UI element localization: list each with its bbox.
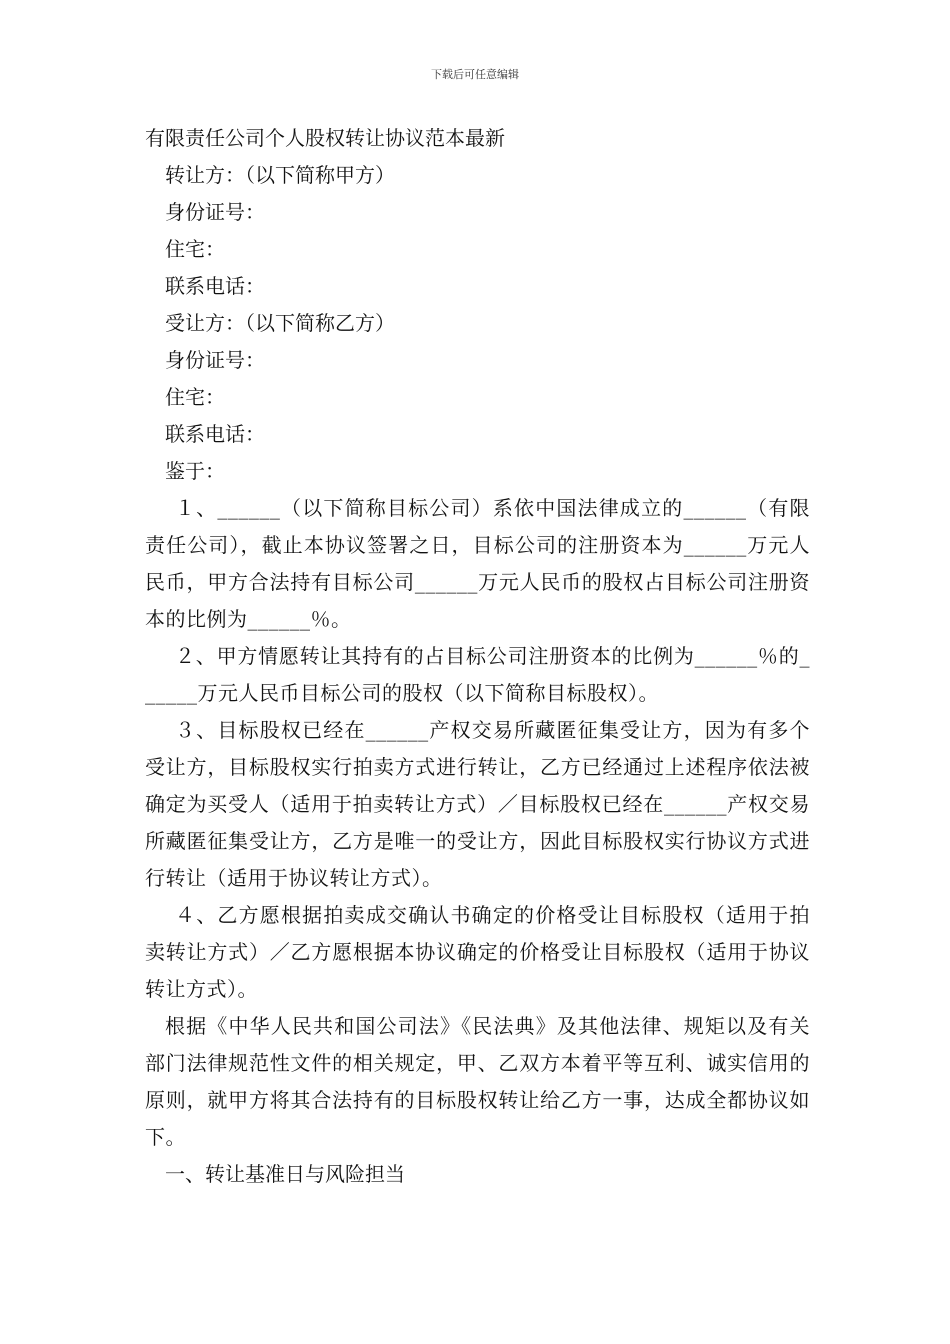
transferee-line: 受让方：（以下简称乙方） bbox=[165, 311, 395, 335]
transferee-address-line: 住宅： bbox=[165, 385, 225, 409]
document-body bbox=[145, 120, 810, 1193]
transferor-id-line: 身份证号： bbox=[165, 200, 265, 224]
clause-3: ３、目标股权已经在______产权交易所藏匿征集受让方，因为有多个受让方，目标股权实行拍卖方式进行转让，乙方已经通过上述程序依法被确定为买受人（适用于拍卖转让方式）／目标股权已经在______产权交易所藏匿征集受让方，乙方是唯一的受让方，因此目标股权实行协议方式进行转让（适用于协议转让方式）。 bbox=[145, 718, 810, 890]
clause-2: ２、甲方情愿转让其持有的占目标公司注册资本的比例为______％的______万元人民币目标公司的股权（以下简称目标股权）。 bbox=[145, 644, 810, 705]
clause-4: ４、乙方愿根据拍卖成交确认书确定的价格受让目标股权（适用于拍卖转让方式）／乙方愿根据本协议确定的价格受让目标股权（适用于协议转让方式）。 bbox=[145, 903, 810, 1001]
section-heading: 一、转让基准日与风险担当 bbox=[165, 1162, 405, 1186]
header-note: 下载后可任意编辑 bbox=[431, 68, 519, 81]
basis-paragraph: 根据《中华人民共和国公司法》《民法典》及其他法律、规矩以及有关部门法律规范性文件的相关规定，甲、乙双方本着平等互利、诚实信用的原则，就甲方将其合法持有的目标股权转让给乙方一事，达成全都协议如下。 bbox=[145, 1014, 810, 1149]
transferor-phone-line: 联系电话： bbox=[165, 274, 265, 298]
transferee-id-line: 身份证号： bbox=[165, 348, 265, 372]
transferor-address-line: 住宅： bbox=[165, 237, 225, 261]
whereas-label: 鉴于： bbox=[165, 459, 225, 483]
transferor-line: 转让方：（以下简称甲方） bbox=[165, 163, 395, 187]
clause-1: １、______（以下简称目标公司）系依中国法律成立的______（有限责任公司），截止本协议签署之日，目标公司的注册资本为______万元人民币，甲方合法持有目标公司______万元人民币的股权占目标公司注册资本的比例为______％。 bbox=[145, 496, 810, 631]
transferee-phone-line: 联系电话： bbox=[165, 422, 265, 446]
document-title: 有限责任公司个人股权转让协议范本最新 bbox=[145, 126, 505, 150]
